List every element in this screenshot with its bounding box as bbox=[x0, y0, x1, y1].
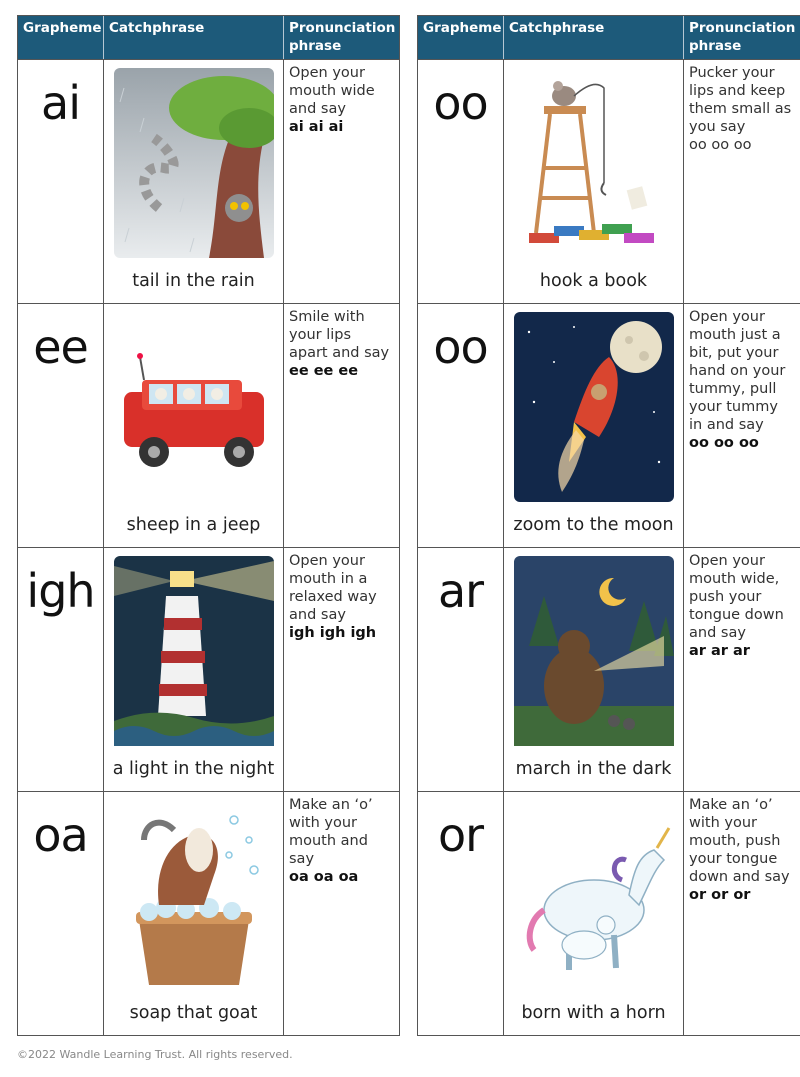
table-header bbox=[418, 16, 800, 60]
sound-text: oa oa oa bbox=[289, 869, 359, 885]
sound-text: oo oo oo bbox=[689, 137, 752, 153]
goat-bath-tub-illustration bbox=[114, 800, 274, 990]
pronunciation-text: Open your mouth wide and say bbox=[289, 65, 375, 117]
mouse-tower-hook-books-illustration bbox=[514, 68, 674, 258]
table-row bbox=[418, 304, 800, 548]
catchphrase-text: march in the dark bbox=[515, 759, 672, 779]
sound-text: oo oo oo bbox=[689, 435, 759, 451]
grapheme-ee: ee bbox=[18, 304, 104, 547]
catchphrase-cell bbox=[504, 304, 684, 547]
pronunciation-text: Make an ‘o’ with your mouth, push your tongue down and say bbox=[689, 797, 790, 885]
catchphrase-cell bbox=[104, 548, 284, 791]
pronunciation-cell bbox=[684, 792, 799, 1035]
table-row bbox=[18, 60, 399, 304]
grapheme-igh: igh bbox=[18, 548, 104, 791]
bear-torch-forest-illustration bbox=[514, 556, 674, 746]
header-grapheme: Grapheme bbox=[418, 16, 504, 59]
table-row bbox=[18, 304, 399, 548]
header-catchphrase: Catchphrase bbox=[504, 16, 684, 59]
sound-text: ai ai ai bbox=[289, 119, 344, 135]
table-row bbox=[418, 60, 800, 304]
catchphrase-cell bbox=[504, 60, 684, 303]
phonics-table-right bbox=[417, 15, 800, 1036]
pronunciation-text: Open your mouth just a bit, put your hand on your tummy, pull your tummy in and say bbox=[689, 309, 786, 433]
pronunciation-text: Open your mouth wide, push your tongue down and say bbox=[689, 553, 784, 641]
table-row bbox=[18, 792, 399, 1035]
catchphrase-text: tail in the rain bbox=[132, 271, 255, 291]
header-catchphrase: Catchphrase bbox=[104, 16, 284, 59]
pronunciation-cell bbox=[684, 548, 799, 791]
catchphrase-text: born with a horn bbox=[521, 1003, 666, 1023]
grapheme-ar: ar bbox=[418, 548, 504, 791]
catchphrase-cell bbox=[104, 60, 284, 303]
pronunciation-cell bbox=[684, 60, 799, 303]
pronunciation-cell bbox=[684, 304, 799, 547]
lighthouse-night-illustration bbox=[114, 556, 274, 746]
rocket-moon-illustration bbox=[514, 312, 674, 502]
grapheme-oo-short: oo bbox=[418, 60, 504, 303]
catchphrase-cell bbox=[104, 792, 284, 1035]
pronunciation-text: Pucker your lips and keep them small as you say bbox=[689, 65, 792, 135]
sound-text: or or or bbox=[689, 887, 751, 903]
grapheme-or: or bbox=[418, 792, 504, 1035]
pronunciation-cell bbox=[284, 792, 399, 1035]
pronunciation-cell bbox=[284, 60, 399, 303]
header-pronunciation: Pronunciation phrase bbox=[289, 20, 396, 54]
table-row bbox=[418, 548, 800, 792]
pronunciation-text: Make an ‘o’ with your mouth and say bbox=[289, 797, 373, 867]
grapheme-oo-long: oo bbox=[418, 304, 504, 547]
catchphrase-text: hook a book bbox=[539, 271, 648, 291]
catchphrase-cell bbox=[504, 792, 684, 1035]
catchphrase-text: zoom to the moon bbox=[513, 515, 674, 535]
catchphrase-text: a light in the night bbox=[112, 759, 275, 779]
unicorns-illustration bbox=[514, 800, 674, 990]
grapheme-oa: oa bbox=[18, 792, 104, 1035]
lemur-tree-rain-illustration bbox=[114, 68, 274, 258]
table-row bbox=[18, 548, 399, 792]
copyright-footer: ©2022 Wandle Learning Trust. All rights reserved. bbox=[17, 1048, 293, 1061]
catchphrase-text: soap that goat bbox=[129, 1003, 258, 1023]
pronunciation-text: Smile with your lips apart and say bbox=[289, 309, 390, 361]
table-row bbox=[418, 792, 800, 1035]
catchphrase-text: sheep in a jeep bbox=[126, 515, 261, 535]
sheep-red-jeep-illustration bbox=[114, 312, 274, 502]
header-grapheme: Grapheme bbox=[18, 16, 104, 59]
table-header bbox=[18, 16, 399, 60]
pronunciation-text: Open your mouth in a relaxed way and say bbox=[289, 553, 377, 623]
pronunciation-cell bbox=[284, 304, 399, 547]
sound-text: ee ee ee bbox=[289, 363, 359, 379]
header-pronunciation: Pronunciation phrase bbox=[689, 20, 796, 54]
catchphrase-cell bbox=[504, 548, 684, 791]
catchphrase-cell bbox=[104, 304, 284, 547]
pronunciation-cell bbox=[284, 548, 399, 791]
sound-text: ar ar ar bbox=[689, 643, 750, 659]
phonics-table-left bbox=[17, 15, 400, 1036]
grapheme-ai: ai bbox=[18, 60, 104, 303]
sound-text: igh igh igh bbox=[289, 625, 377, 641]
